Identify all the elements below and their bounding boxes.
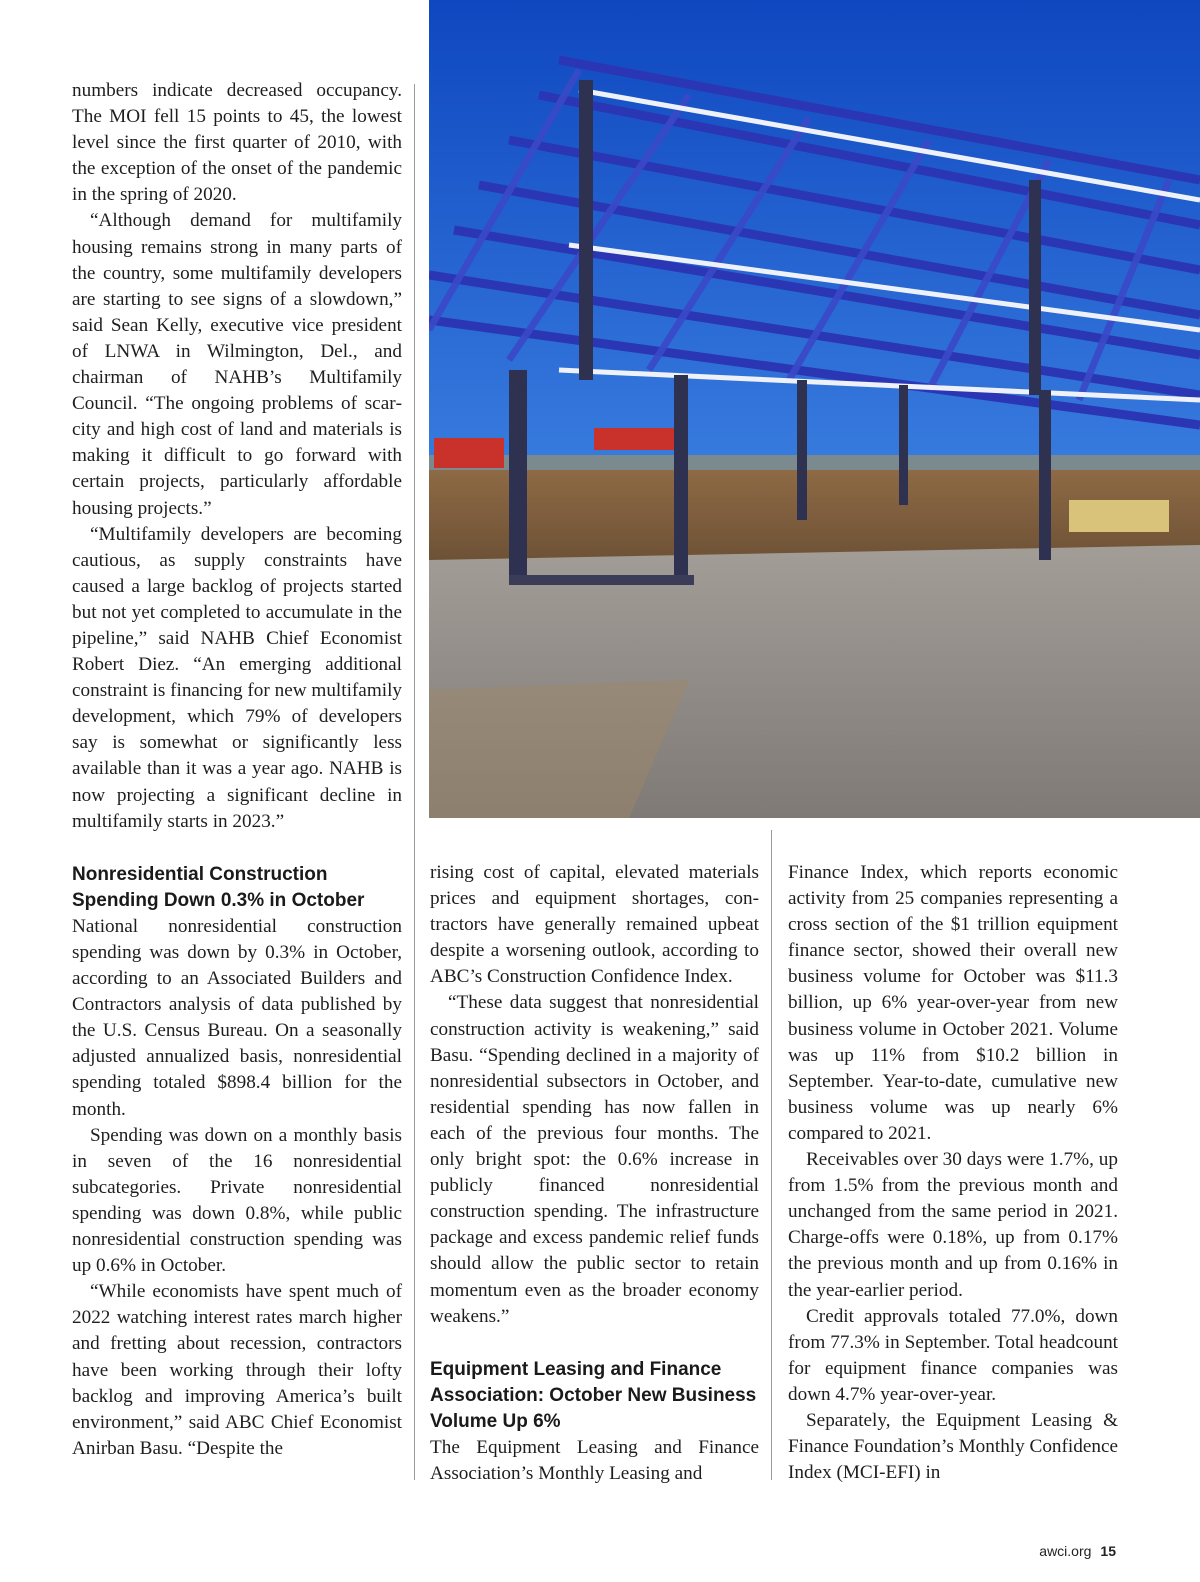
section-heading-nonresidential: Nonresidential Construction Spending Down 0.3% in October [72, 863, 365, 911]
paragraph: numbers indicate decreased occupancy. The MOI fell 15 points to 45, the lowest level since the first quarter of 2010, with the exception of the onset of the pandemic in the spring of 2020. [72, 80, 402, 206]
text-column-left [72, 78, 402, 1462]
column-rule-right [771, 830, 772, 1480]
page-number: 15 [1100, 1543, 1116, 1559]
paragraph: The Equipment Leasing and Finance Association’s Monthly Leasing and [430, 1436, 759, 1485]
paragraph: “These data suggest that nonresidential construction activity is weakening,” said Basu. “Spending declined in a majority of nonresidential subsectors in October, and residential spending has now fallen in each of the previous four months. The only bright spot: the 0.6% increase in publicly financed nonresidential construction spending. The infrastructure package and excess pandemic relief funds should allow the public sector to retain momentum even as the broader economy weakens.” [430, 992, 759, 1327]
paragraph: Separately, the Equipment Leasing & Finance Foundation’s Monthly Confidence Index (MCI-EFI) in [788, 1409, 1118, 1484]
steel-frame-construction-photo-icon [429, 0, 1200, 818]
paragraph: Receivables over 30 days were 1.7%, up from 1.5% from the previous month and unchanged from the same period in 2021. Charge-offs were 0.18%, up from 0.17% the previous month and up from 0.16% in the year-earlier period. [788, 1149, 1118, 1301]
column-rule-left [414, 84, 415, 1480]
paragraph: Spending was down on a monthly basis in seven of the 16 nonresidential subcategories. Private nonresidential spending was down 0.8%, while public nonresidential construction spending was up 0.6% in October. [72, 1124, 402, 1277]
page-footer [1039, 1543, 1116, 1559]
paragraph: Credit approvals totaled 77.0%, down from 77.3% in September. Total headcount for equipment finance companies was down 4.7% year-over-year. [788, 1305, 1118, 1405]
construction-photo [429, 0, 1200, 818]
text-column-middle [430, 860, 759, 1487]
section-heading-equipment-leasing: Equipment Leasing and Finance Association: October New Business Volume Up 6% [430, 1358, 757, 1432]
paragraph: “While economists have spent much of 2022 watching interest rates march higher and fretting about recession, contractors have been working through their lofty backlog and improving America’s built environment,” said ABC Chief Economist Anirban Basu. “Despite the [72, 1281, 402, 1459]
text-column-right [788, 860, 1118, 1486]
paragraph: National nonresidential construction spending was down by 0.3% in October, according to an Associated Builders and Contractors analysis of data published by the U.S. Census Bureau. On a seasonally adjusted annualized basis, nonresidential spending totaled $898.4 billion for the month. [72, 915, 402, 1120]
paragraph: Finance Index, which reports economic activity from 25 companies representing a cross section of the $1 trillion equipment finance sector, showed their overall new business volume for October was $11.3 billion, up 6% year-over-year from new business volume in October 2021. Volume was up 11% from $10.2 billion in September. Year-to-date, cumulative new business volume was up nearly 6% compared to 2021. [788, 862, 1118, 1144]
paragraph: “Multifamily developers are becoming cautious, as supply constraints have caused a large backlog of projects started but not yet completed to accumulate in the pipeline,” said NAHB Chief Economist Robert Diez. “An emerging additional constraint is financing for new multifamily development, which 79% of developers say is somewhat or significantly less available than it was a year ago. NAHB is now projecting a significant decline in multifamily starts in 2023.” [72, 523, 402, 832]
site-url[interactable]: awci.org [1039, 1543, 1092, 1559]
paragraph: “Although demand for multifamily housing remains strong in many parts of the country, some multifamily developers are starting to see signs of a slowdown,” said Sean Kelly, executive vice president of LNWA in Wilmington, Del., and chairman of NAHB’s Multifamily Council. “The ongoing problems of scarcity and high cost of land and materials is making it difficult to go forward with certain projects, particularly affordable housing projects.” [72, 210, 402, 519]
paragraph: rising cost of capital, elevated materials prices and equipment shortages, contractors have generally remained upbeat despite a worsening outlook, according to ABC’s Construction Confidence Index. [430, 862, 759, 988]
